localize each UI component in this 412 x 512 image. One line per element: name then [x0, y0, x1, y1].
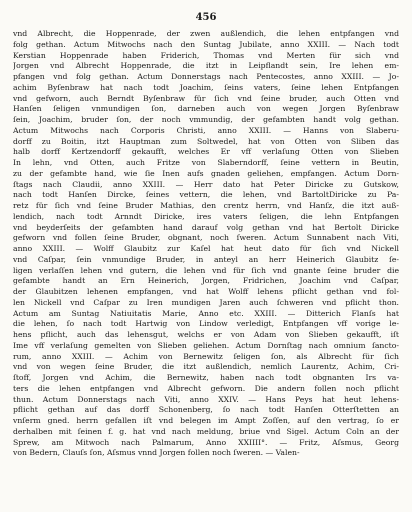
- text-line: Ime vff verlaſung gemelten von Slieben geliehen. Actum Dornſtag nach omnium ſancto-: [13, 340, 399, 350]
- text-line: lendich, nach todt Arnndt Diricke, ires vaters ſeligen, die lehn Entpfangen: [13, 211, 399, 221]
- text-line: ligen verlaſſen lehen vnd gutern, die lehen vnd für ſich vnd gnante ſeine bruder die: [13, 265, 399, 275]
- text-line: achim Byſenbraw hat nach todt Joachim, ſeins vaters, ſeine lehen Entpfangen: [13, 82, 399, 92]
- text-line: len Nickell vnd Caſpar zu Iren mundigen Jaren auch ſchweren vnd pflicht thon.: [13, 297, 399, 307]
- text-line: gefambte handt an Ern Heinerich, Jorgen, Fridrichen, Joachim vnd Caſpar,: [13, 276, 399, 286]
- text-line: die lehen, ſo nach todt Hartwig von Lindow verledigt, Entpfangen vff vorige le-: [13, 319, 399, 329]
- text-line: pflicht gethan auf das dorff Schonenberg, ſo nach todt Hanſen Otterſtetten an: [13, 405, 399, 415]
- text-line: Kerstian Hoppenrade haben Friderich, Thomas vnd Merten für sich vnd: [13, 50, 399, 60]
- body-text: [13, 29, 399, 459]
- text-line: hens pflicht, auch das lehensgut, welchs er von Adam von Slieben gekaufft, iſt: [13, 330, 399, 339]
- text-line: vnd von wegen ſeine Bruder, die itzt außlendich, nemlich Laurentz, Achim, Cri-: [13, 362, 399, 372]
- text-line: gefworn vnd follen ſeine Bruder, obgnant, noch ſweren. Actum Sunnabent nach Viti,: [13, 233, 399, 243]
- text-line: Actum Mitwochs nach Corporis Christi, anno XXIII. — Hanns von Slaberu-: [13, 125, 399, 135]
- text-line: ſtoff, Jorgen vnd Achim, die Bernewitz, haben nach todt obgnanten Irs va-: [13, 373, 399, 382]
- text-line: vnſerm gned. herrn gefallen iſt vnd belegen im Ampt Zoſſen, auf den vertrag, ſo er: [13, 416, 399, 425]
- text-line: vnd gefworn, auch Berndt Byſenbraw für ſich vnd ſeine bruder, auch Otten vnd: [13, 93, 399, 103]
- text-line: nach todt Hanſen Dircke, ſeines vettern, die lehen, vnd BartoltDiricke zu Pa-: [13, 190, 399, 200]
- text-line: vnd beyderſeits der gefambten hand darauf volg gethan vnd hat Bertolt Diricke: [13, 222, 399, 232]
- text-line: Hanſen ſeligen vnmundigen ſon, darneben auch von wegen Jorgen Byſenbraw: [13, 104, 399, 114]
- text-line: dorff zu Boitin, itzt Hauptman zum Soltwedel, hat von Otten von Sliben das: [13, 136, 399, 146]
- text-line: ſtags nach Claudii, anno XXIII. — Herr dato hat Peter Diricke zu Gutskow,: [13, 179, 399, 189]
- text-line: ters die lehen entpfangen vnd Albrecht gefworn. Die andern follen noch pflicht: [13, 383, 399, 393]
- text-line: von Bedern, Clauſs ſon, Aſsmus vnnd Jorgen follen noch ſweren. — Valen-: [13, 448, 300, 458]
- text-line: thun. Actum Donnerstags nach Viti, anno XXIV. — Hans Peys hat heut lehens-: [13, 394, 399, 404]
- text-line: folg gethan. Actum Mitwochs nach den Suntag Jubilate, anno XXIII. — Nach todt: [13, 39, 399, 49]
- text-line: retz für ſich vnd ſeine Bruder Mathias, den crentz herrn, vnd Hanſz, die itzt auß-: [13, 201, 399, 210]
- text-line: anno XXIII. — Wolff Glaubitz zur Kaſel hat heut dato für ſich vnd Nickell: [13, 244, 399, 253]
- page-number: 456: [195, 12, 217, 23]
- text-line: derhalben mit ſeinen f. g. hat vnd nach meldung, briue vnd Sigel. Actum Coln an der: [13, 426, 399, 436]
- text-line: Jorgen vnd Albrecht Hoppenrade, die itzt in Leipflandt sein, Ire lehen em-: [13, 61, 399, 71]
- text-line: zu der gefambte hand, wie ſie Inen aufs gnaden geliehen, empfangen. Actum Dorn-: [13, 168, 399, 178]
- text-line: pfangen vnd folg gethan. Actum Donnerstags nach Pentecostes, anno XXIII. — Jo-: [13, 72, 399, 81]
- text-line: vnd Albrecht, die Hoppenrade, der zwen außlendich, die lehen entpfangen vnd: [13, 29, 399, 38]
- text-line: Actum am Suntag Natiuitatis Marie, Anno etc. XXIII. — Ditterich Flanſs hat: [13, 308, 399, 318]
- text-line: ſein, Joachim, bruder ſon, der noch vmmundig, der gefambten handt volg gethan.: [13, 115, 399, 124]
- text-line: rum, anno XXIII. — Achim von Bernewitz ſeligen ſon, als Albrecht für ſich: [13, 351, 399, 361]
- text-line: der Glaubitzen lehenen empfangen, vnd hat Wolff lehens pflicht gethan vnd fol-: [13, 287, 399, 296]
- text-line: In lehn, vnd Otten, auch Fritze von Slaberndorff, ſeine vettern in Beutin,: [13, 158, 399, 167]
- text-line: vnd Caſpar, ſein vnmundige Bruder, in anteyl an herr Heinerich Glaubitz ſe-: [13, 254, 399, 264]
- text-line: halb dorff Kertzendorff gekaufft, welches Er vff verlaſung Otten von Slieben: [13, 147, 399, 157]
- text-line: Sprew, am Mitwoch nach Palmarum, Anno XXIIII°. — Fritz, Aſsmus, Georg: [13, 437, 399, 447]
